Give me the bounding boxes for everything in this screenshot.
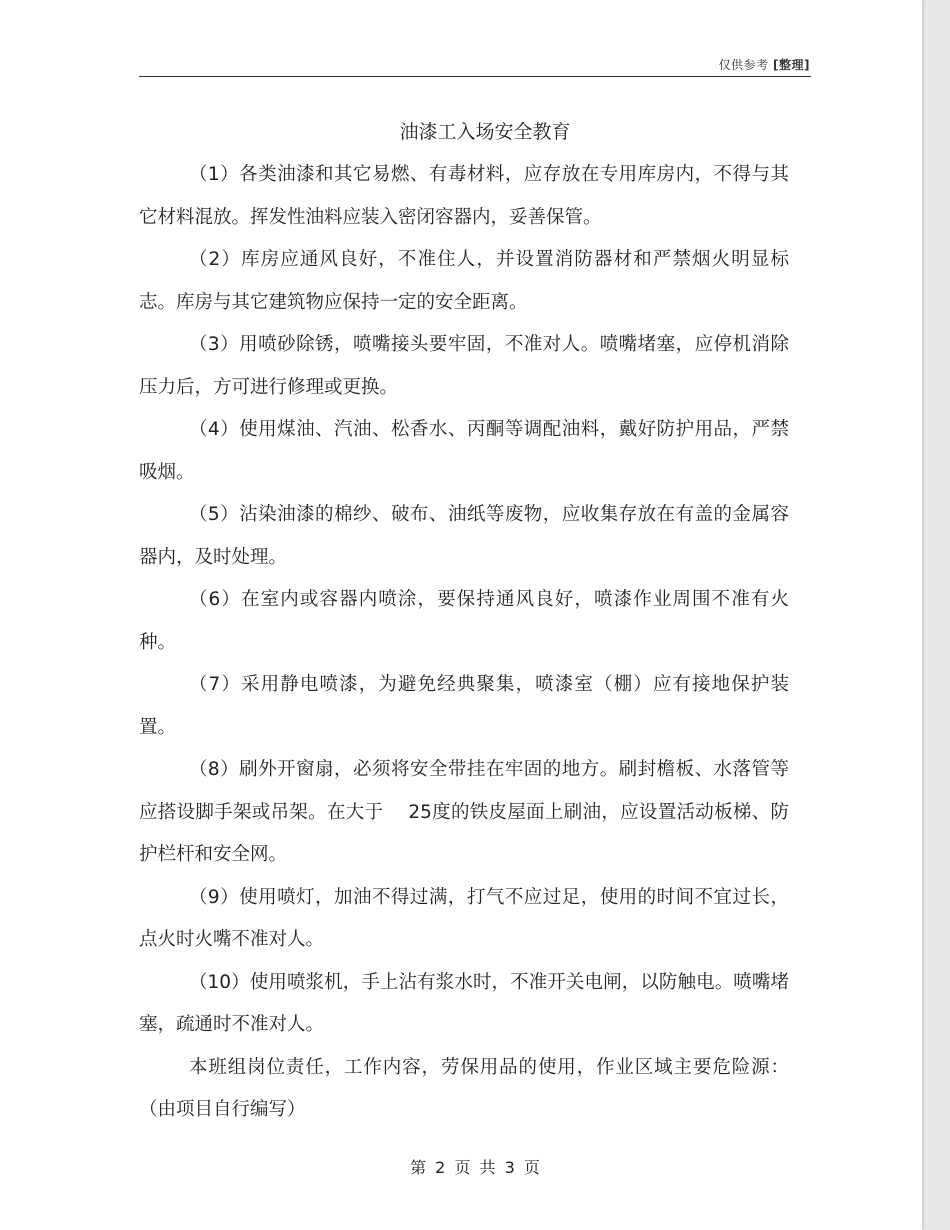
paragraph-6: （6）在室内或容器内喷涂，要保持通风良好，喷漆作业周围不准有火种。 [139, 589, 789, 653]
paragraph-10: （10）使用喷浆机，手上沾有浆水时，不准开关电闸，以防触电。喷嘴堵塞，疏通时不准对人。 [139, 971, 789, 1035]
paragraph-5: （5）沾染油漆的棉纱、破布、油纸等废物，应收集存放在有盖的金属容器内，及时处理。 [139, 504, 789, 568]
header-note-text: 仅供参考 [718, 58, 769, 72]
document-body [139, 154, 789, 1132]
header-note [719, 56, 810, 73]
page-number: 第 2 页 共 3 页 [410, 1158, 540, 1177]
paragraph-2: （2）库房应通风良好，不准住人，并设置消防器材和严禁烟火明显标志。库房与其它建筑物应保持一定的安全距离。 [139, 249, 789, 313]
paragraph-4: （4）使用煤油、汽油、松香水、丙酮等调配油料，戴好防护用品，严禁吸烟。 [139, 419, 789, 483]
paragraph-8: （8）刷外开窗扇，必须将安全带挂在牢固的地方。刷封檐板、水落管等应搭设脚手架或吊架。在大于 25度的铁皮屋面上刷油，应设置活动板梯、防护栏杆和安全网。 [139, 759, 789, 865]
paragraph-1: （1）各类油漆和其它易燃、有毒材料，应存放在专用库房内，不得与其它材料混放。挥发性油料应装入密闭容器内，妥善保管。 [139, 164, 789, 228]
header-note-tag: [整理] [773, 58, 810, 72]
paragraph-7: （7）采用静电喷漆，为避免经典聚集，喷漆室（棚）应有接地保护装置。 [139, 674, 789, 738]
paragraph-9: （9）使用喷灯，加油不得过满，打气不应过足，使用的时间不宜过长，点火时火嘴不准对人。 [139, 886, 789, 950]
paragraph-3: （3）用喷砂除锈，喷嘴接头要牢固，不准对人。喷嘴堵塞，应停机消除压力后，方可进行修理或更换。 [139, 334, 789, 398]
paragraph-11: 本班组岗位责任，工作内容，劳保用品的使用，作业区域主要危险源：（由项目自行编写） [139, 1056, 789, 1120]
header-divider [139, 76, 811, 77]
document-title: 油漆工入场安全教育 [399, 121, 571, 143]
